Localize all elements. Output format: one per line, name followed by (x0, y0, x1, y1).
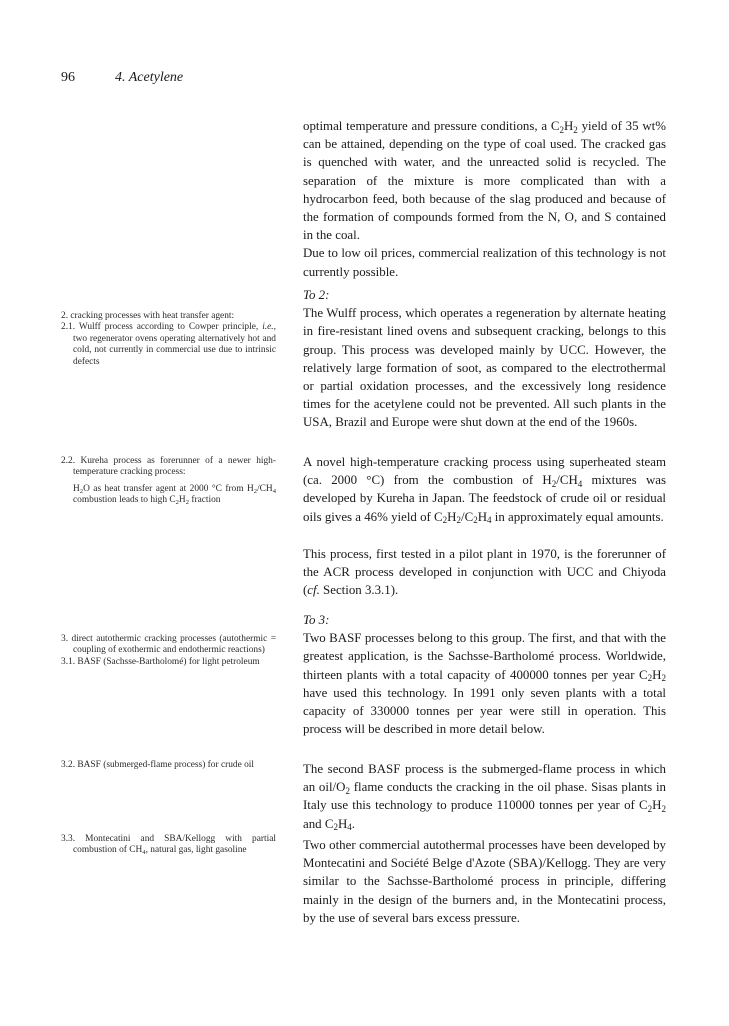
main-intro (303, 117, 666, 281)
to3-heading: To 3: (303, 613, 330, 627)
side-note-2 (61, 311, 276, 368)
submerged-flame-paragraph: The second BASF process is the submerged-flame process in which an oil/$O_2$ flame conducts the cracking in the oil phase. Sisas plants in Italy use this technology to produce 110000 tonnes per year of $C_2H_2$ and $C_2H_4$. (303, 762, 666, 833)
section-to-3 (303, 611, 666, 738)
side-note-3 (61, 634, 276, 668)
page-number: 96 (61, 70, 75, 85)
running-header (61, 70, 183, 86)
note-2-1: 2.1. Wulff process according to Cowper principle, i.e., two regenerator ovens operating alternatively hot and cold, not currently in commercial use due to intrinsic defects (61, 322, 276, 367)
to2-heading: To 2: (303, 288, 330, 302)
note-2: 2. cracking processes with heat transfer agent: (61, 311, 235, 321)
wulff-paragraph: The Wulff process, which operates a regeneration by alternate heating in fire-resistant lined ovens and subsequent cracking, belongs to this group. This process was developed mainly by UCC. However, the relatively large formation of soot, as compared to the electrothermal or partial oxidation processes, and the excessively long residence times for the acetylene could not be prevented. All such plants in the USA, Brazil and Europe were shut down at the end of the 1960s. (303, 306, 666, 430)
note-3-1: 3.1. BASF (Sachsse-Bartholomé) for light petroleum (61, 656, 260, 667)
intro-paragraph-2: Due to low oil prices, commercial realization of this technology is not currently possible. (303, 246, 666, 279)
intro-paragraph-1: optimal temperature and pressure conditions, a $C_2H_2$ yield of 35 wt% can be attained, depending on the type of coal used. The cracked gas is quenched with water, and the unreacted solid is recycled. The separation of the mixture is more complicated than with a hydrocarbon feed, both because of the slag produced and because of the formation of compounds formed from the N, O, and S contained in the coal. (303, 119, 666, 243)
note-3: 3. direct autothermic cracking processes (autothermic = coupling of exothermic and endothermic reactions) (61, 634, 276, 656)
note-2-2: 2.2. Kureha process as forerunner of a newer high-temperature cracking process: (61, 456, 276, 478)
note-3-2: 3.2. BASF (submerged-flame process) for crude oil (61, 760, 255, 770)
basf-paragraph: Two BASF processes belong to this group. The first, and that with the greatest application, is the Sachsse-Bartholomé process. Worldwide, thirteen plants with a total capacity of 400000 tonnes per year $C_2H_2$ have used this technology. In 1991 only seven plants with a total capacity of 330000 tonnes per year were still in operation. This process will be described in more detail below. (303, 631, 666, 737)
side-note-2-2 (61, 456, 276, 507)
section-to-2 (303, 286, 666, 432)
side-note-3-3 (61, 834, 276, 857)
other-processes-paragraph: Two other commercial autothermal processes have been developed by Montecatini and Société Belge d'Azote (SBA)/Kellogg. They are very similar to the Sachsse-Bartholomé process in principle, differing mainly in the design of the burners and, in the Montecatini process, by the use of several bars excess pressure. (303, 838, 666, 925)
note-2-2-detail: $H_2O$ as heat transfer agent at 2000 °C from $H_2/CH_4$ combustion leads to high $C_2H_2$ fraction (73, 483, 276, 507)
pilot-paragraph: This process, first tested in a pilot plant in 1970, is the forerunner of the ACR process developed in conjunction with UCC and Chiyoda (cf. Section 3.3.1). (303, 547, 666, 598)
note-3-3: 3.3. Montecatini and SBA/Kellogg with partial combustion of $CH_4$, natural gas, light gasoline (61, 834, 276, 857)
side-note-3-2 (61, 760, 276, 771)
kureha-paragraph: A novel high-temperature cracking process using superheated steam (ca. 2000 °C) from the combustion of $H_2/CH_4$ mixtures was developed by Kureha in Japan. The feedstock of crude oil or residual oils gives a 46% yield of $C_2H_2/C_2H_4$ in approximately equal amounts. (303, 455, 666, 526)
chapter-title: 4. Acetylene (115, 70, 184, 85)
